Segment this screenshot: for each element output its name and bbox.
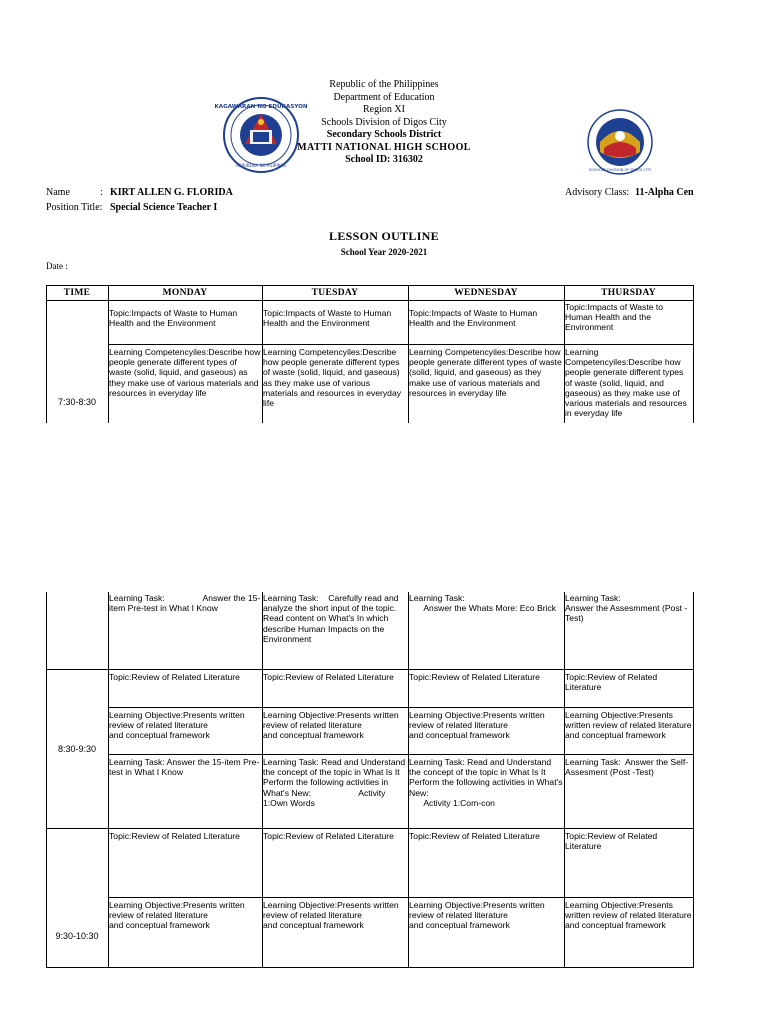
- cell-tue-objective-2: Learning Objective:Presents written review of related literature and conceptual framework: [263, 710, 399, 741]
- deped-logo-subtext: REPUBLIKA NG PILIPINAS: [236, 163, 286, 168]
- cell-thu-competency-1: Learning Competencyiles:Describe how people generate different types of waste (solid, liquid, and gaseous) as they make use of various materials and resources in everyday life: [565, 347, 687, 419]
- time-slot-3: 9:30-10:30: [55, 931, 99, 941]
- cell-thu-topic-1: Topic:Impacts of Waste to Human Health and the Environment: [565, 302, 664, 333]
- cell-tue-task-1: Learning Task: Carefully read and analyze the short input of the topic. Read content on What's In which describe Human Impacts on the Environment: [263, 593, 401, 644]
- cell-thu-topic-2: Topic:Review of Related Literature: [565, 672, 658, 693]
- cell-tue-objective-3: Learning Objective:Presents written review of related literature and conceptual framework: [263, 900, 399, 931]
- cell-mon-task-1: Learning Task: Answer the 15-item Pre-test in What I Know: [109, 593, 261, 614]
- cell-thu-task-2: Learning Task: Answer the Self-Assesment (Post -Test): [565, 757, 689, 778]
- position-label: Position Title:: [46, 202, 103, 213]
- cell-thu-topic-3: Topic:Review of Related Literature: [565, 831, 658, 852]
- letterhead-school-id: School ID: 316302: [345, 154, 423, 165]
- cell-mon-topic-3: Topic:Review of Related Literature: [109, 831, 240, 841]
- header-thursday: THURSDAY: [601, 288, 656, 298]
- cell-mon-objective-2: Learning Objective:Presents written review of related literature and conceptual framework: [109, 710, 245, 741]
- cell-wed-task-1: Learning Task: Answer the Whats More: Eco Brick: [409, 593, 557, 614]
- cell-tue-competency-1: Learning Competencyiles:Describe how people generate different types of waste (solid, liquid, and gaseous) as they make use of various materials and resources in everyday life: [263, 347, 402, 409]
- date-label: Date :: [46, 261, 68, 271]
- cell-mon-topic-2: Topic:Review of Related Literature: [109, 672, 240, 682]
- header-wednesday: WEDNESDAY: [454, 288, 518, 298]
- cell-wed-objective-2: Learning Objective:Presents written review of related literature and conceptual framework: [409, 710, 545, 741]
- name-colon: :: [100, 187, 103, 198]
- time-slot-2: 8:30-9:30: [57, 744, 97, 754]
- cell-thu-objective-2: Learning Objective:Presents written review of related literature and conceptual framework: [565, 710, 692, 741]
- school-year: School Year 2020-2021: [340, 247, 428, 257]
- deped-logo-text: KAGAWARAN NG EDUKASYON: [214, 104, 308, 110]
- header-monday: MONDAY: [162, 288, 208, 298]
- cell-tue-topic-1: Topic:Impacts of Waste to Human Health and the Environment: [263, 308, 392, 329]
- header-time: TIME: [63, 288, 91, 298]
- cell-thu-task-1: Learning Task: Answer the Assesmment (Post - Test): [565, 593, 688, 624]
- name-label: Name: [46, 187, 70, 198]
- header-tuesday: TUESDAY: [311, 288, 359, 298]
- advisory-label: Advisory Class:: [565, 187, 630, 198]
- letterhead-line-2: Department of Education: [333, 91, 435, 103]
- document-title: LESSON OUTLINE: [329, 229, 439, 243]
- letterhead-line-3: Region XI: [363, 104, 405, 115]
- division-seal-text: SCHOOLS DIVISION OF DIGOS CITY: [588, 168, 652, 172]
- cell-tue-topic-2: Topic:Review of Related Literature: [263, 672, 394, 682]
- cell-tue-topic-3: Topic:Review of Related Literature: [263, 831, 394, 841]
- cell-mon-competency-1: Learning Competencyiles:Describe how people generate different types of waste (solid, liquid, and gaseous) as they make use of various materials and resources in everyday life: [109, 347, 261, 398]
- letterhead-line-4: Schools Division of Digos City: [321, 116, 447, 128]
- cell-wed-topic-2: Topic:Review of Related Literature: [409, 672, 540, 682]
- cell-mon-topic-1: Topic:Impacts of Waste to Human Health and the Environment: [109, 308, 238, 329]
- cell-wed-objective-3: Learning Objective:Presents written review of related literature and conceptual framework: [409, 900, 545, 931]
- cell-wed-competency-1: Learning Competencyiles:Describe how people generate different types of waste (solid, liquid, and gaseous) as they make use of various materials and resources in everyday life: [409, 347, 562, 398]
- cell-mon-objective-3: Learning Objective:Presents written review of related literature and conceptual framework: [109, 900, 245, 931]
- letterhead-district: Secondary Schools District: [326, 129, 442, 140]
- letterhead-line-1: Republic of the Philippines: [329, 79, 439, 90]
- cell-wed-task-2: Learning Task: Read and Understand the concept of the topic in What Is It Perform the following activities in What's New: Activity 1:Com-con: [409, 757, 563, 808]
- cell-mon-task-2: Learning Task: Answer the 15-item Pre-test in What I Know: [109, 757, 260, 778]
- time-slot-1: 7:30-8:30: [57, 397, 97, 407]
- position-value: Special Science Teacher I: [110, 202, 218, 213]
- cell-wed-topic-3: Topic:Review of Related Literature: [409, 831, 540, 841]
- cell-wed-topic-1: Topic:Impacts of Waste to Human Health and the Environment: [409, 308, 538, 329]
- letterhead: [0, 79, 768, 167]
- letterhead-school-name: MATTI NATIONAL HIGH SCHOOL: [297, 141, 471, 153]
- cell-tue-task-2: Learning Task: Read and Understand the concept of the topic in What Is It Perform the following activities in What's New: Activity 1:Own Words: [263, 757, 408, 808]
- name-value: KIRT ALLEN G. FLORIDA: [110, 187, 233, 198]
- cell-thu-objective-3: Learning Objective:Presents written review of related literature and conceptual framework: [565, 900, 692, 931]
- advisory-value: 11-Alpha Cen: [635, 187, 694, 198]
